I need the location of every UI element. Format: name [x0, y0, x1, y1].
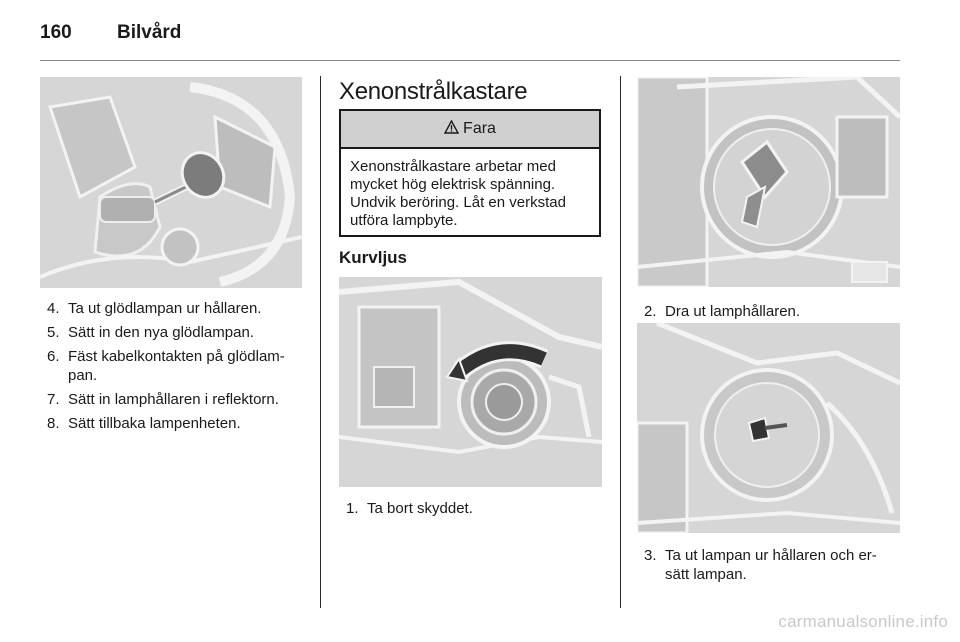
list-item: 5. Sätt in den nya glödlampan. — [47, 324, 254, 341]
page-number: 160 — [40, 22, 72, 43]
list-item: 7. Sätt in lamphållaren i reflektorn. — [47, 391, 279, 408]
bulb-replace-illustration — [637, 323, 900, 533]
list-item: 1. Ta bort skyddet. — [346, 500, 473, 517]
watermark-text: carmanualsonline.info — [778, 612, 948, 631]
middle-steps-list — [346, 499, 611, 523]
cover-removal-illustration — [339, 277, 602, 487]
warning-triangle-icon — [444, 120, 459, 139]
list-item: 4. Ta ut glödlampan ur hållaren. — [47, 300, 262, 317]
list-item: 2. Dra ut lamphållaren. — [644, 303, 801, 320]
lampholder-illustration — [637, 77, 900, 287]
header-rule — [40, 60, 900, 61]
page-section-title: Bilvård — [117, 22, 182, 43]
subsection-heading: Kurvljus — [339, 248, 408, 267]
danger-warning-box — [339, 109, 601, 237]
right-steps-list-2 — [644, 546, 899, 589]
left-steps-list — [47, 299, 312, 438]
column-divider-right — [620, 76, 621, 608]
bulb-removal-illustration — [40, 77, 302, 288]
list-item: 6. Fäst kabelkontakten på glödlam-pan. — [47, 348, 285, 384]
list-item: 8. Sätt tillbaka lampenheten. — [47, 415, 241, 432]
warning-header — [341, 111, 599, 149]
section-heading: Xenonstrålkastare — [339, 78, 528, 105]
warning-label: Fara — [463, 120, 496, 137]
list-item: 3. Ta ut lampan ur hållaren och er-sätt lampan. — [644, 547, 877, 583]
warning-text: Xenonstrålkastare arbetar med mycket hög elektrisk spänning. Undvik beröring. Låt en verkstad utföra lampbyte. — [350, 158, 566, 229]
column-divider-left — [320, 76, 321, 608]
